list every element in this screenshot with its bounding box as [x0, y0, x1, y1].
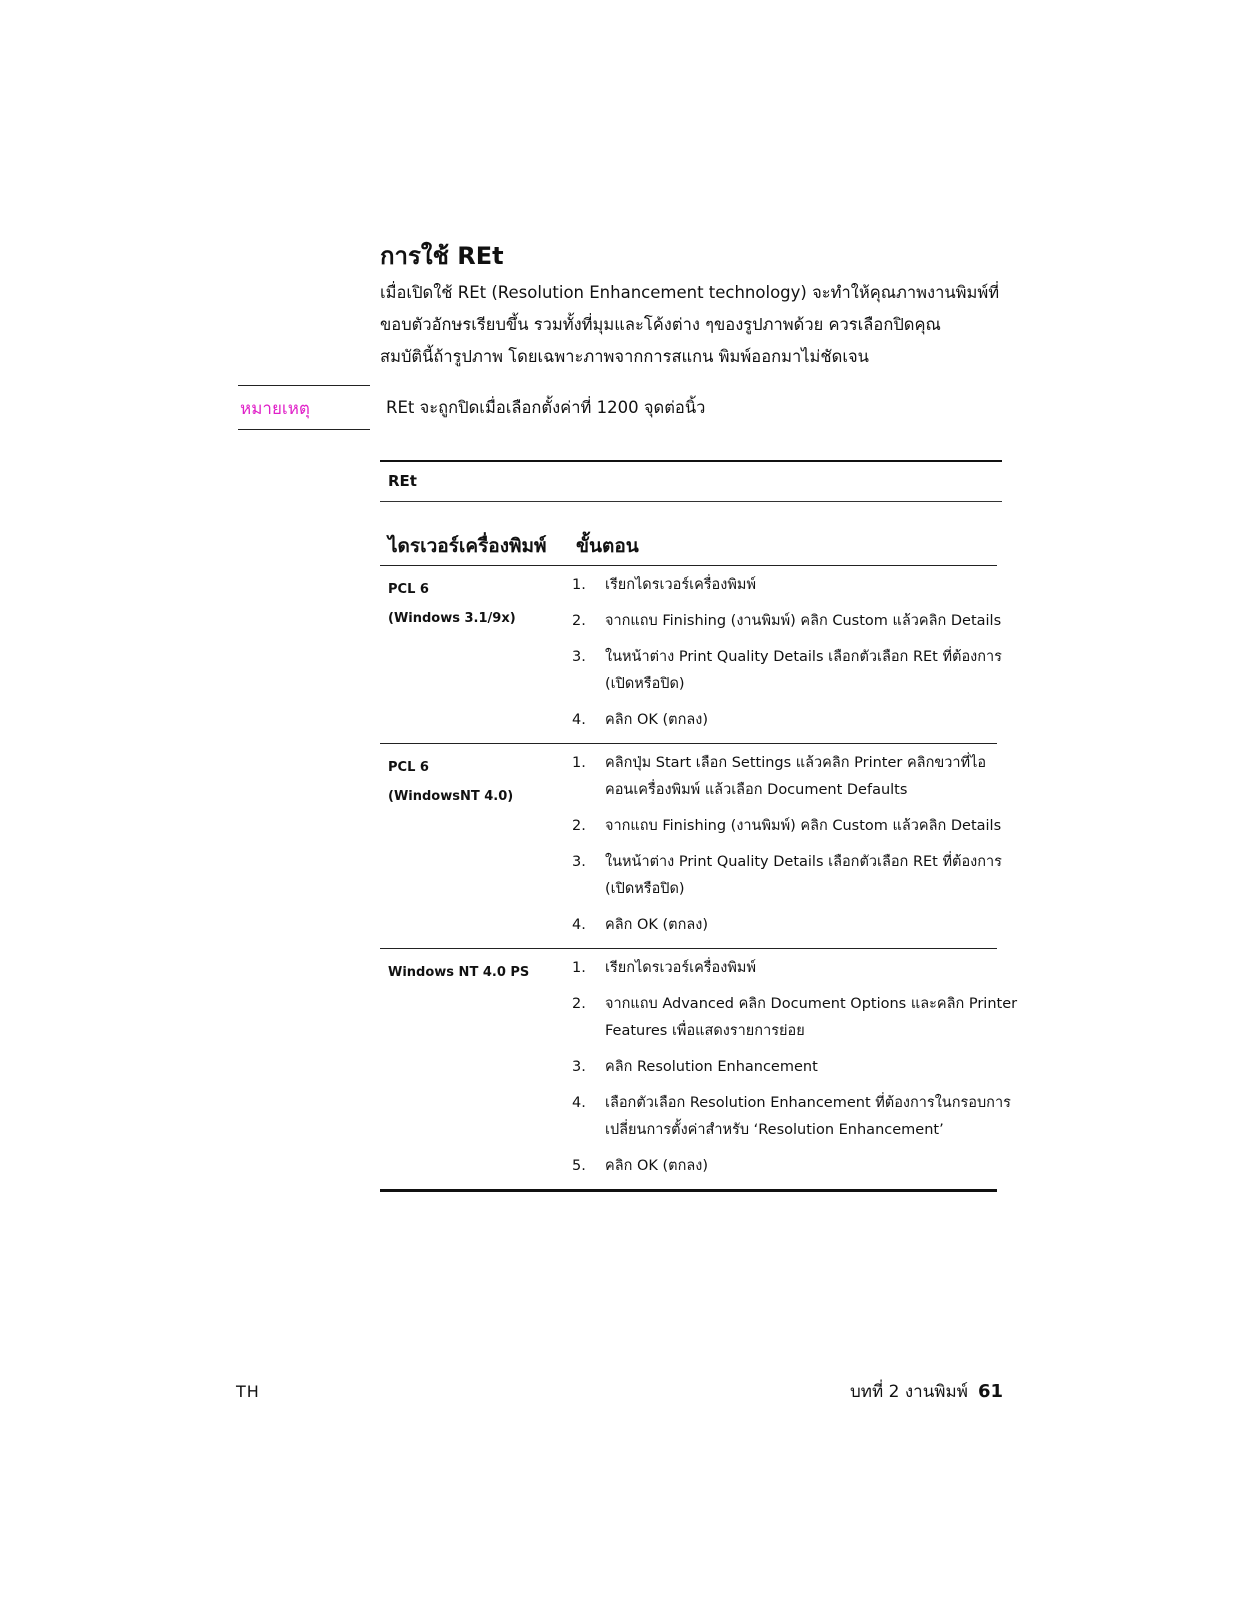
step-text: ในหน้าต่าง Print Quality Details เลือกตัวเลือก REt ที่ต้องการ: [605, 649, 1002, 665]
note-bottom-rule: [238, 429, 370, 430]
list-item: [570, 1090, 1017, 1144]
step-number: 4.: [572, 1095, 586, 1111]
intro-line: เมื่อเปิดใช้ REt (Resolution Enhancement technology) จะทำให้คุณภาพงานพิมพ์ที่: [380, 283, 1000, 302]
step-text: คอนเครื่องพิมพ์ แล้วเลือก Document Defaults: [605, 782, 908, 798]
step-number: 3.: [572, 649, 586, 665]
steps-cell: [570, 744, 1002, 948]
step-number: 2.: [572, 996, 586, 1012]
table-caption-rule: [380, 501, 1002, 502]
driver-name: PCL 6: [388, 760, 429, 775]
column-header-driver: ไดรเวอร์เครื่องพิมพ์: [388, 535, 547, 557]
step-text: (เปิดหรือปิด): [605, 881, 685, 897]
step-text: เลือกตัวเลือก Resolution Enhancement ที่ต้องการในกรอบการ: [605, 1095, 1011, 1111]
step-text: จากแถบ Finishing (งานพิมพ์) คลิก Custom แล้วคลิก Details: [605, 613, 1002, 629]
driver-cell: [380, 744, 570, 948]
step-text: เปลี่ยนการตั้งค่าสำหรับ ‘Resolution Enhancement’: [605, 1122, 944, 1138]
step-number: 2.: [572, 818, 586, 834]
intro-paragraph: [380, 277, 1000, 373]
driver-cell: [380, 949, 570, 1189]
list-item: [570, 572, 1002, 599]
step-number: 3.: [572, 1059, 586, 1075]
steps-cell: [570, 949, 1017, 1189]
driver-name: PCL 6: [388, 582, 429, 597]
step-number: 1.: [572, 755, 586, 771]
note-label: หมายเหตุ: [240, 399, 310, 419]
driver-os: (Windows 3.1/9x): [388, 611, 516, 626]
list-item: [570, 707, 1002, 734]
footer-chapter: [735, 1378, 1003, 1405]
step-text: Features เพื่อแสดงรายการย่อย: [605, 1023, 805, 1039]
table-caption: REt: [388, 472, 417, 490]
step-number: 1.: [572, 577, 586, 593]
list-item: [570, 750, 1002, 804]
note-text: REt จะถูกปิดเมื่อเลือกตั้งค่าที่ 1200 จุดต่อนิ้ว: [386, 398, 706, 417]
step-text: คลิกปุ่ม Start เลือก Settings แล้วคลิก Printer คลิกขวาที่ไอ: [605, 755, 987, 771]
step-number: 2.: [572, 613, 586, 629]
driver-os: (WindowsNT 4.0): [388, 789, 514, 804]
list-item: [570, 849, 1002, 903]
list-item: [570, 1054, 1017, 1081]
footer-language: TH: [236, 1382, 260, 1401]
step-number: 3.: [572, 854, 586, 870]
step-text: จากแถบ Advanced คลิก Document Options และคลิก Printer: [605, 996, 1018, 1012]
list-item: [570, 644, 1002, 698]
step-text: คลิก Resolution Enhancement: [605, 1059, 818, 1075]
driver-cell: [380, 566, 570, 743]
step-text: เรียกไดรเวอร์เครื่องพิมพ์: [605, 960, 757, 976]
list-item: [570, 912, 1002, 939]
driver-name: Windows NT 4.0 PS: [388, 965, 530, 980]
column-header-steps: ขั้นตอน: [576, 535, 639, 557]
step-text: ในหน้าต่าง Print Quality Details เลือกตัวเลือก REt ที่ต้องการ: [605, 854, 1002, 870]
step-text: คลิก OK (ตกลง): [605, 1158, 708, 1174]
list-item: [570, 1153, 1017, 1180]
step-text: คลิก OK (ตกลง): [605, 917, 708, 933]
page-number: 61: [977, 1381, 1003, 1402]
intro-line: ขอบตัวอักษรเรียบขึ้น รวมทั้งที่มุมและโค้งต่าง ๆของรูปภาพด้วย ควรเลือกปิดคุณ: [380, 315, 941, 334]
steps-cell: [570, 566, 1002, 743]
note-top-rule: [238, 385, 370, 386]
step-number: 1.: [572, 960, 586, 976]
step-number: 4.: [572, 712, 586, 728]
table-header: [380, 528, 997, 566]
steps-table: [380, 528, 1018, 1192]
step-number: 4.: [572, 917, 586, 933]
list-item: [570, 955, 1017, 982]
step-text: จากแถบ Finishing (งานพิมพ์) คลิก Custom แล้วคลิก Details: [605, 818, 1002, 834]
table-top-rule: [380, 460, 1002, 462]
table-row: [380, 566, 1002, 744]
step-text: คลิก OK (ตกลง): [605, 712, 708, 728]
step-text: (เปิดหรือปิด): [605, 676, 685, 692]
list-item: [570, 608, 1002, 635]
step-text: เรียกไดรเวอร์เครื่องพิมพ์: [605, 577, 757, 593]
page-title: การใช้ REt: [380, 242, 504, 270]
list-item: [570, 813, 1002, 840]
intro-line: สมบัตินี้ถ้ารูปภาพ โดยเฉพาะภาพจากการสแกน พิมพ์ออกมาไม่ชัดเจน: [380, 347, 869, 366]
table-row: [380, 949, 1018, 1192]
list-item: [570, 991, 1017, 1045]
table-row: [380, 744, 1002, 949]
step-number: 5.: [572, 1158, 586, 1174]
footer-chapter-title: บทที่ 2 งานพิมพ์: [850, 1382, 968, 1402]
